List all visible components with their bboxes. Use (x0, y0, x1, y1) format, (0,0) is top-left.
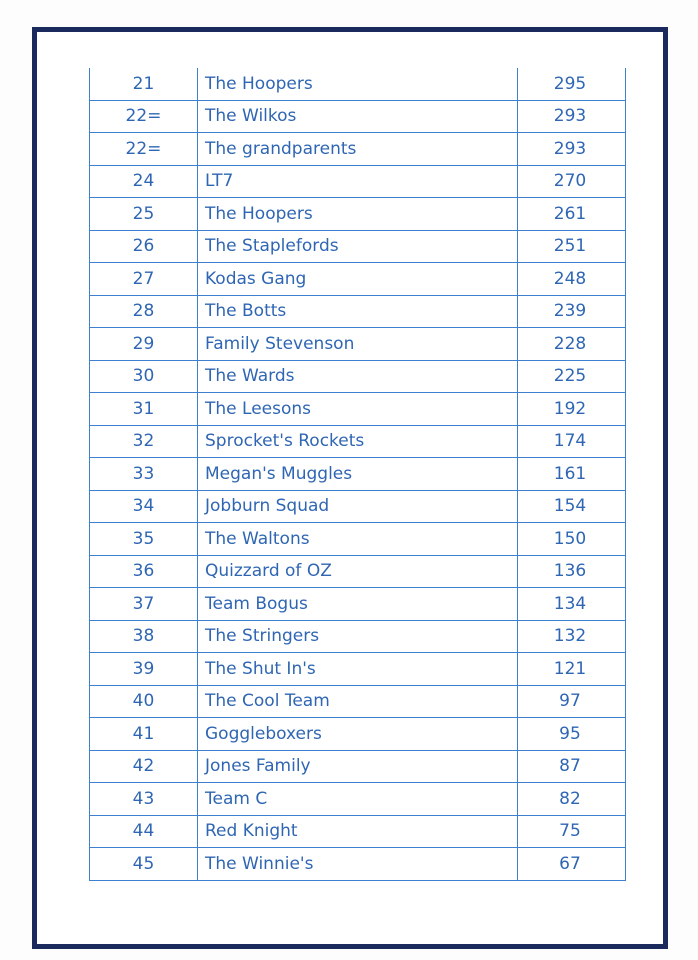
team-name-cell: The Cool Team (198, 686, 518, 718)
team-name-cell: Family Stevenson (198, 328, 518, 360)
table-row (90, 556, 625, 589)
score-cell: 293 (553, 106, 587, 127)
table-row (90, 198, 625, 231)
leaderboard-table (89, 68, 626, 881)
score-cell: 95 (559, 723, 581, 744)
rank-cell: 37 (90, 588, 198, 620)
table-row (90, 361, 625, 394)
table-row (90, 101, 625, 134)
score-cell: 225 (553, 366, 587, 387)
score-cell: 251 (553, 236, 587, 257)
score-cell: 121 (553, 658, 587, 679)
team-name-cell: Team Bogus (198, 588, 518, 620)
rank-cell: 29 (90, 328, 198, 360)
table-row (90, 653, 625, 686)
rank-cell: 40 (90, 686, 198, 718)
table-row (90, 68, 625, 101)
team-name-cell: LT7 (198, 166, 518, 198)
rank-cell: 42 (90, 751, 198, 783)
score-cell: 293 (553, 138, 587, 159)
team-name-cell: The Leesons (198, 393, 518, 425)
team-name-cell: The Shut In's (198, 653, 518, 685)
rank-cell: 32 (90, 426, 198, 458)
rank-cell: 25 (90, 198, 198, 230)
table-row (90, 523, 625, 556)
score-cell: 161 (553, 463, 587, 484)
table-row (90, 751, 625, 784)
table-row (90, 426, 625, 459)
score-cell: 150 (553, 528, 587, 549)
table-row (90, 231, 625, 264)
team-name-cell: Jobburn Squad (198, 491, 518, 523)
team-name-cell: Quizzard of OZ (198, 556, 518, 588)
table-row (90, 783, 625, 816)
team-name-cell: The Hoopers (198, 198, 518, 230)
rank-cell: 33 (90, 458, 198, 490)
table-row (90, 133, 625, 166)
team-name-cell: The Stringers (198, 621, 518, 653)
score-cell: 295 (553, 73, 587, 94)
score-cell: 154 (553, 496, 587, 517)
rank-cell: 45 (90, 848, 198, 880)
score-cell: 174 (553, 431, 587, 452)
rank-cell: 31 (90, 393, 198, 425)
score-cell: 67 (559, 853, 581, 874)
score-cell: 132 (553, 626, 587, 647)
table-row (90, 816, 625, 849)
rank-cell: 24 (90, 166, 198, 198)
score-cell: 239 (553, 301, 587, 322)
team-name-cell: The Staplefords (198, 231, 518, 263)
table-row (90, 686, 625, 719)
rank-cell: 28 (90, 296, 198, 328)
table-row (90, 263, 625, 296)
table-row (90, 166, 625, 199)
table-row (90, 621, 625, 654)
team-name-cell: Red Knight (198, 816, 518, 848)
team-name-cell: The grandparents (198, 133, 518, 165)
team-name-cell: The Winnie's (198, 848, 518, 880)
rank-cell: 38 (90, 621, 198, 653)
score-cell: 228 (553, 333, 587, 354)
rank-cell: 43 (90, 783, 198, 815)
team-name-cell: Jones Family (198, 751, 518, 783)
team-name-cell: Sprocket's Rockets (198, 426, 518, 458)
table-row (90, 393, 625, 426)
team-name-cell: Megan's Muggles (198, 458, 518, 490)
rank-cell: 22= (90, 101, 198, 133)
document-frame (32, 27, 668, 949)
table-row (90, 296, 625, 329)
rank-cell: 44 (90, 816, 198, 848)
rank-cell: 36 (90, 556, 198, 588)
team-name-cell: The Hoopers (198, 68, 518, 100)
team-name-cell: Kodas Gang (198, 263, 518, 295)
score-cell: 192 (553, 398, 587, 419)
table-row (90, 458, 625, 491)
rank-cell: 22= (90, 133, 198, 165)
rank-cell: 35 (90, 523, 198, 555)
team-name-cell: The Wards (198, 361, 518, 393)
table-row (90, 328, 625, 361)
team-name-cell: Team C (198, 783, 518, 815)
table-row (90, 718, 625, 751)
team-name-cell: The Waltons (198, 523, 518, 555)
score-cell: 136 (553, 561, 587, 582)
score-cell: 134 (553, 593, 587, 614)
rank-cell: 39 (90, 653, 198, 685)
rank-cell: 26 (90, 231, 198, 263)
rank-cell: 41 (90, 718, 198, 750)
score-cell: 97 (559, 691, 581, 712)
score-cell: 75 (559, 821, 581, 842)
table-row (90, 588, 625, 621)
team-name-cell: The Botts (198, 296, 518, 328)
rank-cell: 27 (90, 263, 198, 295)
rank-cell: 34 (90, 491, 198, 523)
team-name-cell: Goggleboxers (198, 718, 518, 750)
table-row (90, 491, 625, 524)
score-cell: 87 (559, 756, 581, 777)
score-cell: 82 (559, 788, 581, 809)
table-row (90, 848, 625, 881)
team-name-cell: The Wilkos (198, 101, 518, 133)
score-cell: 248 (553, 268, 587, 289)
score-cell: 261 (553, 203, 587, 224)
score-cell: 270 (553, 171, 587, 192)
rank-cell: 30 (90, 361, 198, 393)
rank-cell: 21 (90, 68, 198, 100)
